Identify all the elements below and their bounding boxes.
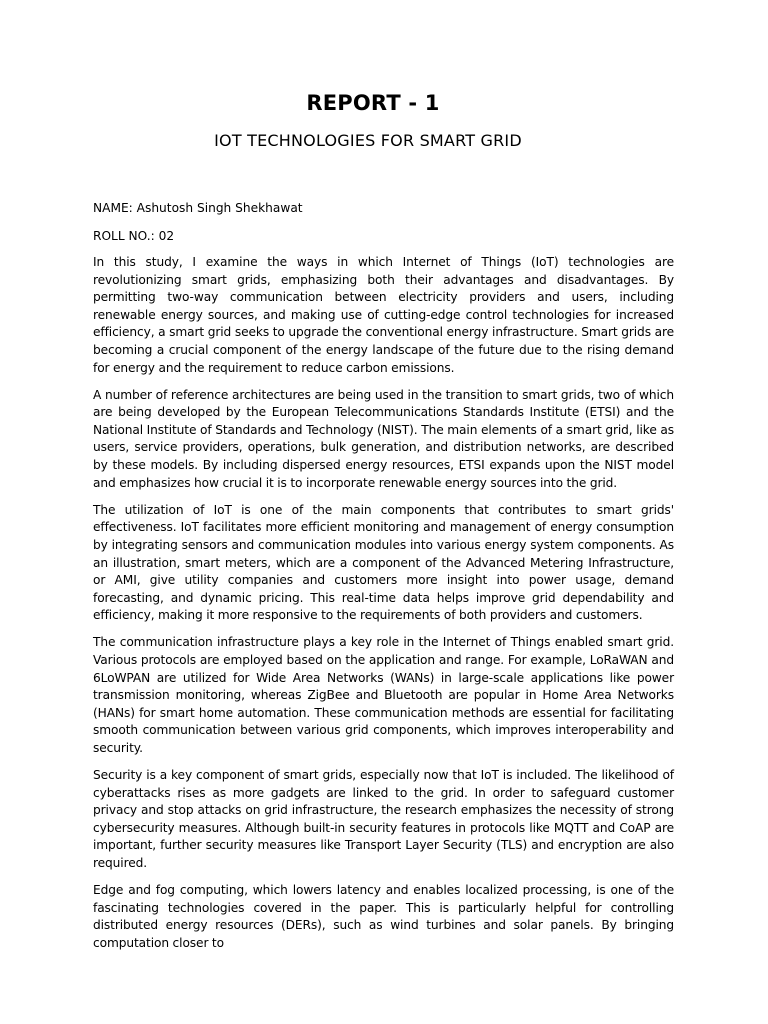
paragraph-introduction: In this study, I examine the ways in which Internet of Things (IoT) technologies are revolutionizing smart grids, emphasizing both their advantages and disadvantages. By permitting two-way communication between electricity providers and users, including renewable energy sources, and making use of cutting-edge control technologies for increased efficiency, a smart grid seeks to upgrade the conventional energy infrastructure. Smart grids are becoming a crucial component of the energy landscape of the future due to the rising demand for energy and the requirement to reduce carbon emissions. [93, 255, 674, 375]
paragraph-reference-architectures: A number of reference architectures are being used in the transition to smart grids, two of which are being developed by the European Telecommunications Standards Institute (ETSI) and the National Institute of Standards and Technology (NIST). The main elements of a smart grid, like as users, service providers, operations, bulk generation, and distribution networks, are described by these models. By including dispersed energy resources, ETSI expands upon the NIST model and emphasizes how crucial it is to incorporate renewable energy sources into the grid. [93, 387, 674, 490]
roll-number: ROLL NO.: 02 [93, 229, 175, 243]
paragraph-communication-infrastructure: The communication infrastructure plays a key role in the Internet of Things enabled smart grid. Various protocols are employed based on the application and range. For example, LoRaWAN and 6LoWPAN are utilized for Wide Area Networks (WANs) in large-scale applications like power transmission monitoring, whereas ZigBee and Bluetooth are popular in Home Area Networks (HANs) for smart home automation. These communication methods are essential for facilitating smooth communication between various grid components, which improves interoperability and security. [93, 635, 674, 755]
paragraph-iot-utilization: The utilization of IoT is one of the main components that contributes to smart grids' effectiveness. IoT facilitates more efficient monitoring and management of energy consumption by integrating sensors and communication modules into various energy system components. As an illustration, smart meters, which are a component of the Advanced Metering Infrastructure, or AMI, give utility companies and customers more insight into power usage, demand forecasting, and dynamic pricing. This real-time data helps improve grid dependability and efficiency, making it more responsive to the requirements of both providers and customers. [93, 502, 674, 623]
report-subtitle: IOT TECHNOLOGIES FOR SMART GRID [214, 131, 522, 150]
paragraph-security: Security is a key component of smart grids, especially now that IoT is included. The likelihood of cyberattacks rises as more gadgets are linked to the grid. In order to safeguard customer privacy and stop attacks on grid infrastructure, the research emphasizes the necessity of strong cybersecurity measures. Although built-in security features in protocols like MQTT and CoAP are important, further security measures like Transport Layer Security (TLS) and encryption are also required. [93, 768, 674, 870]
student-name: NAME: Ashutosh Singh Shekhawat [93, 201, 303, 215]
report-body [93, 254, 674, 950]
report-title: REPORT - 1 [306, 91, 440, 115]
paragraph-edge-fog-computing: Edge and fog computing, which lowers latency and enables localized processing, is one of the fascinating technologies covered in the paper. This is particularly helpful for controlling distributed energy resources (DERs), such as wind turbines and solar panels. By bringing computation closer to [93, 883, 674, 950]
